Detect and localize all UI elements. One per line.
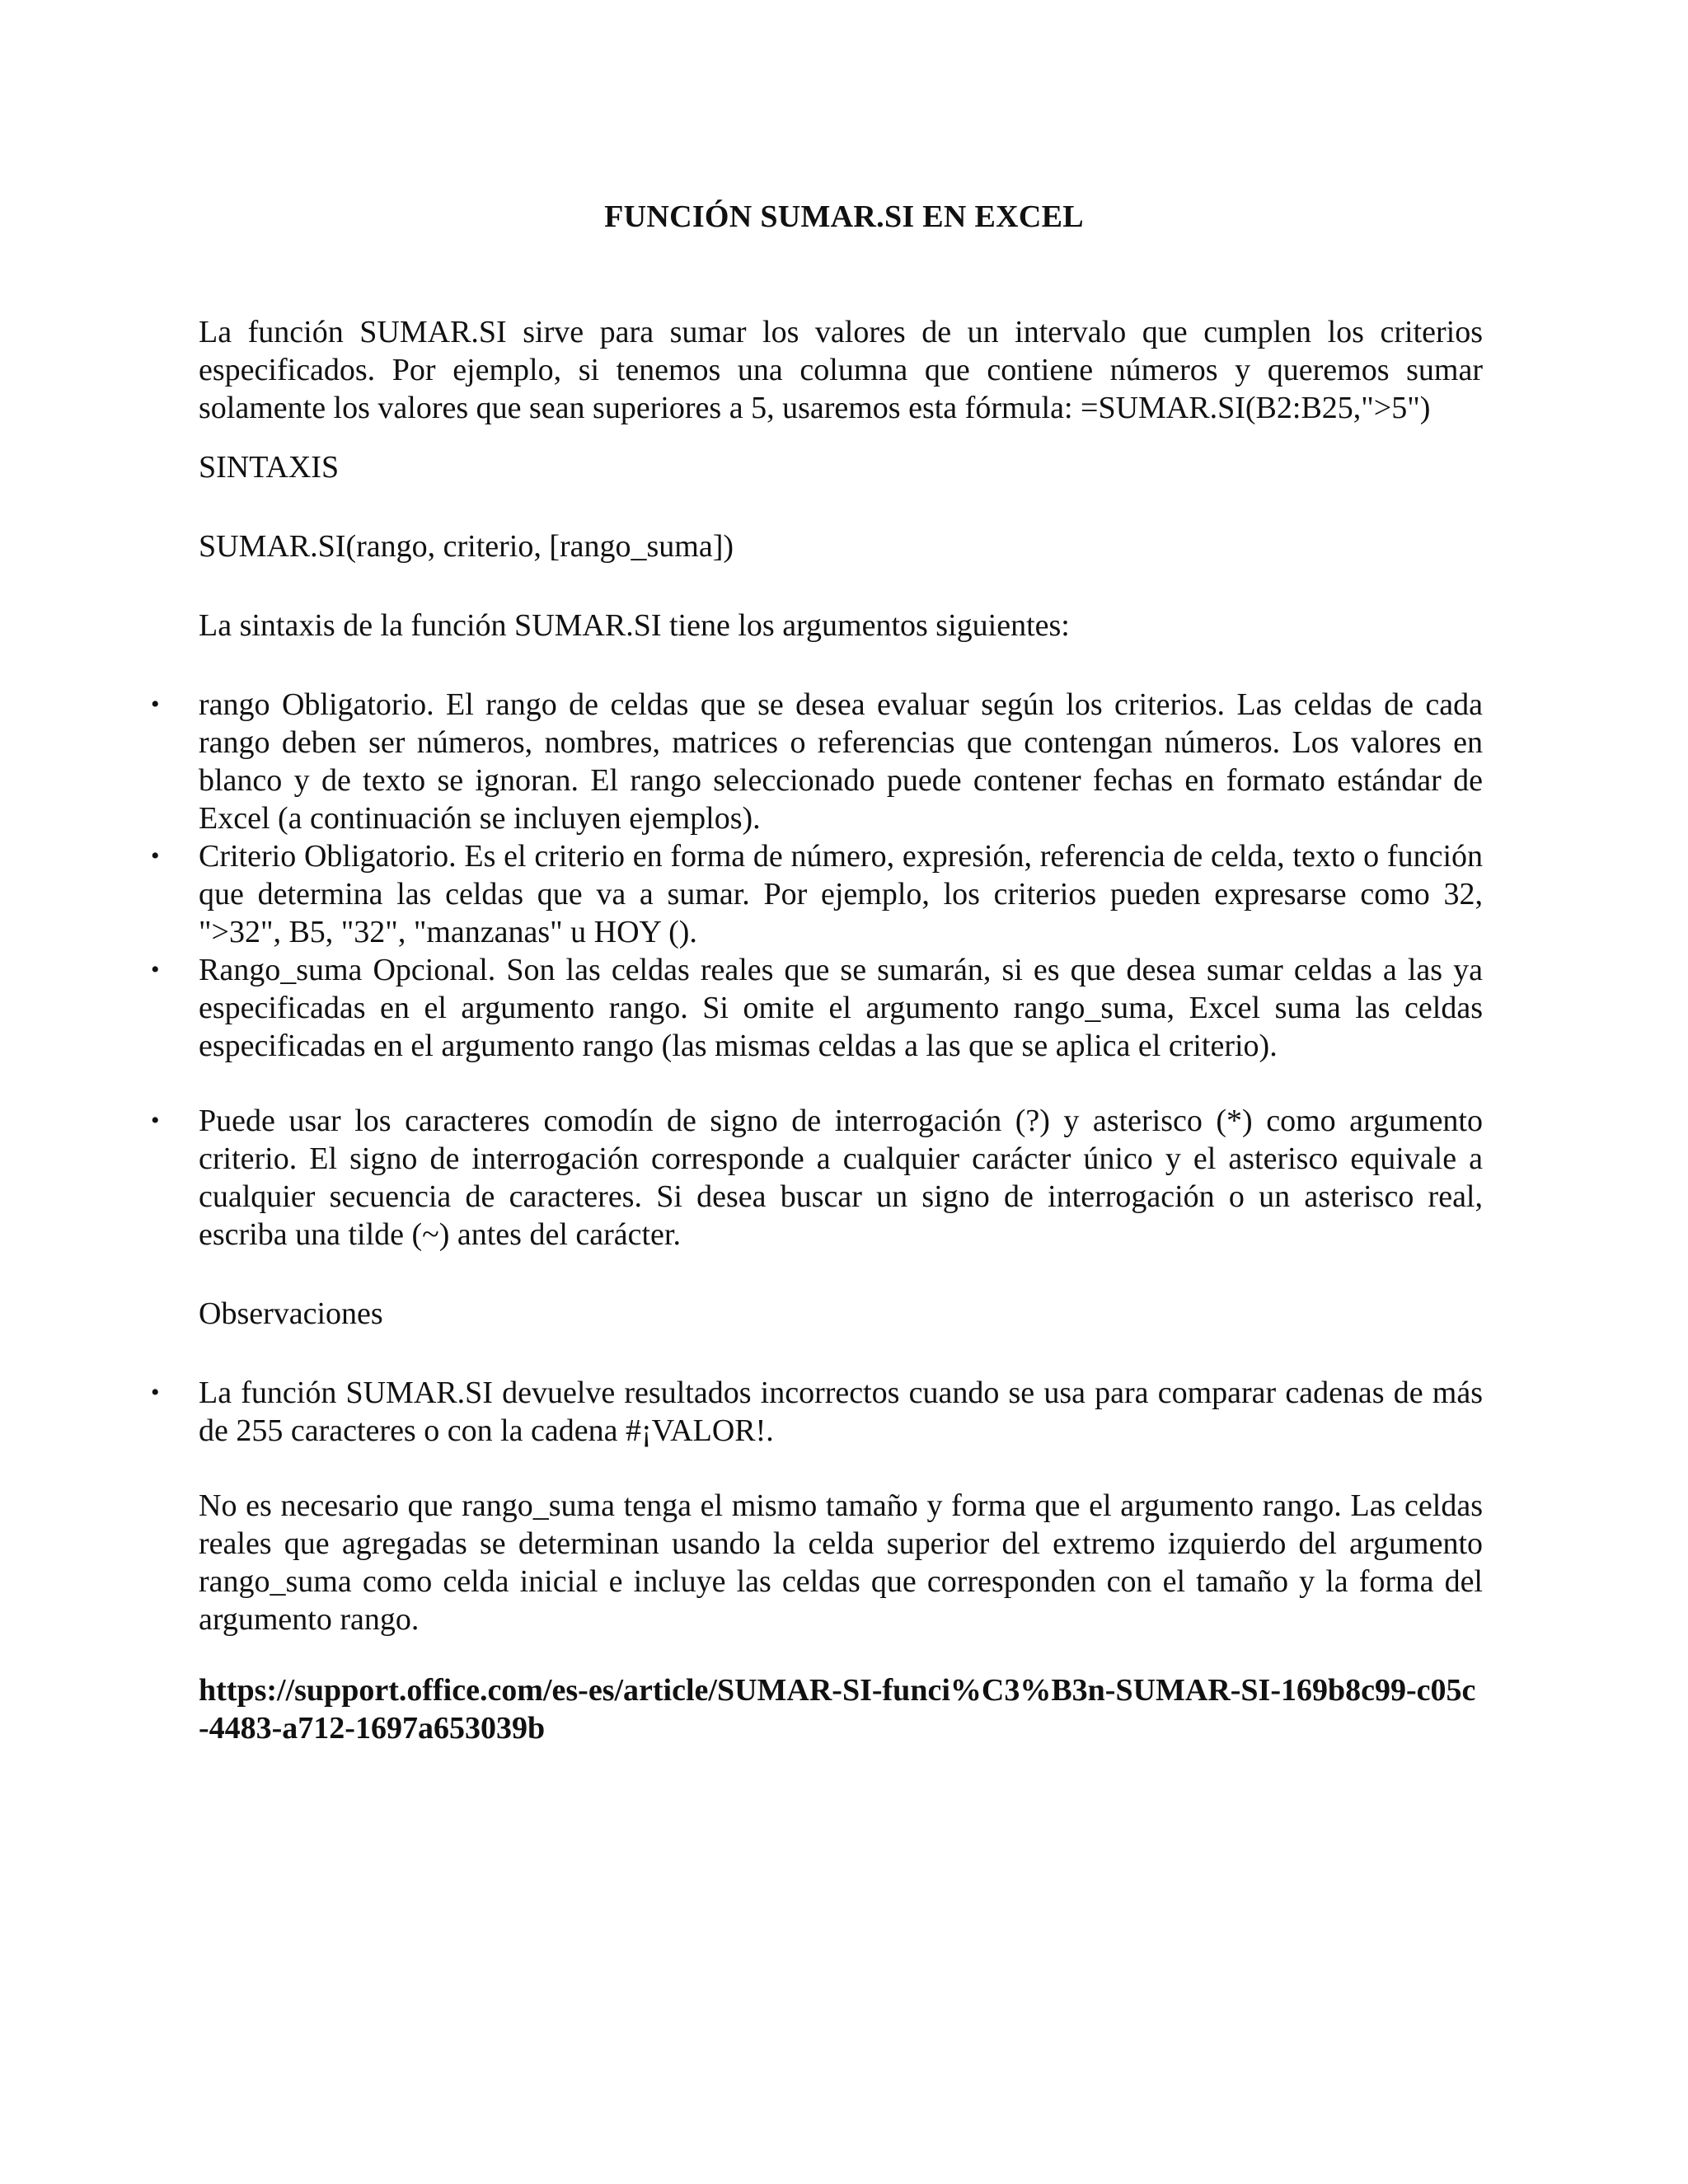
syntax-formula: SUMAR.SI(rango, criterio, [rango_suma]) — [199, 529, 734, 564]
wildcard-text: Puede usar los caracteres comodín de signo de interrogación (?) y asterisco (*) como argumento criterio. El signo de interrogación corresponde a cualquier carácter único y el asterisco equivale a cualquier secuencia de caracteres. Si desea buscar un signo de interrogación o un asterisco real, escriba una tilde (~) antes del carácter. — [199, 1104, 1483, 1252]
observations-heading: Observaciones — [199, 1296, 383, 1331]
bullet-icon: • — [151, 691, 160, 718]
source-link[interactable]: https://support.office.com/es-es/article/SUMAR-SI-funci%C3%B3n-SUMAR-SI-169b8c99-c05c-4483-a712-1697a653039b — [199, 1673, 1476, 1746]
argument-text: rango Obligatorio. El rango de celdas que se desea evaluar según los criterios. Las celdas de cada rango deben ser números, nombres, matrices o referencias que contengan números. Los valores en blanco y de texto se ignoran. El rango seleccionado puede contener fechas en formato estándar de Excel (a continuación se incluyen ejemplos). — [199, 687, 1483, 836]
observation-item — [151, 1374, 1483, 1450]
argument-text: Criterio Obligatorio. Es el criterio en forma de número, expresión, referencia de celda, texto o función que determina las celdas que va a sumar. Por ejemplo, los criterios pueden expresarse como 32, ">32", B5, "32", "manzanas" u HOY (). — [199, 839, 1483, 949]
arguments-intro: La sintaxis de la función SUMAR.SI tiene los argumentos siguientes: — [199, 608, 1070, 643]
argument-item-criterio — [151, 837, 1483, 951]
intro-paragraph: La función SUMAR.SI sirve para sumar los valores de un intervalo que cumplen los criterios especificados. Por ejemplo, si tenemos una columna que contiene números y queremos sumar solamente los valores que sean superiores a 5, usaremos esta fórmula: =SUMAR.SI(B2:B25,">5") — [199, 315, 1483, 425]
bullet-icon: • — [151, 1379, 160, 1406]
argument-item-rango-suma — [151, 951, 1483, 1065]
argument-text: Rango_suma Opcional. Son las celdas reales que se sumarán, si es que desea sumar celdas a las ya especificadas en el argumento rango. Si omite el argumento rango_suma, Excel suma las celdas especificadas en el argumento rango (las mismas celdas a las que se aplica el criterio). — [199, 953, 1483, 1063]
wildcard-list — [151, 1102, 1483, 1254]
bullet-icon: • — [151, 1107, 160, 1134]
observation-note: No es necesario que rango_suma tenga el mismo tamaño y forma que el argumento rango. Las celdas reales que agregadas se determinan usando la celda superior del extremo izquierdo del argumento rango_suma como celda inicial e incluye las celdas que corresponden con el tamaño y la forma del argumento rango. — [199, 1488, 1483, 1637]
bullet-icon: • — [151, 956, 160, 983]
document-title: FUNCIÓN SUMAR.SI EN EXCEL — [604, 199, 1084, 234]
arguments-list — [151, 686, 1483, 1065]
syntax-heading: SINTAXIS — [199, 450, 340, 485]
observations-list — [151, 1374, 1483, 1450]
document-body — [151, 313, 1483, 1747]
bullet-icon: • — [151, 842, 160, 869]
observation-text: La función SUMAR.SI devuelve resultados incorrectos cuando se usa para comparar cadenas de más de 255 caracteres o con la cadena #¡VALOR!. — [199, 1376, 1483, 1448]
argument-item-rango — [151, 686, 1483, 837]
wildcard-item — [151, 1102, 1483, 1254]
